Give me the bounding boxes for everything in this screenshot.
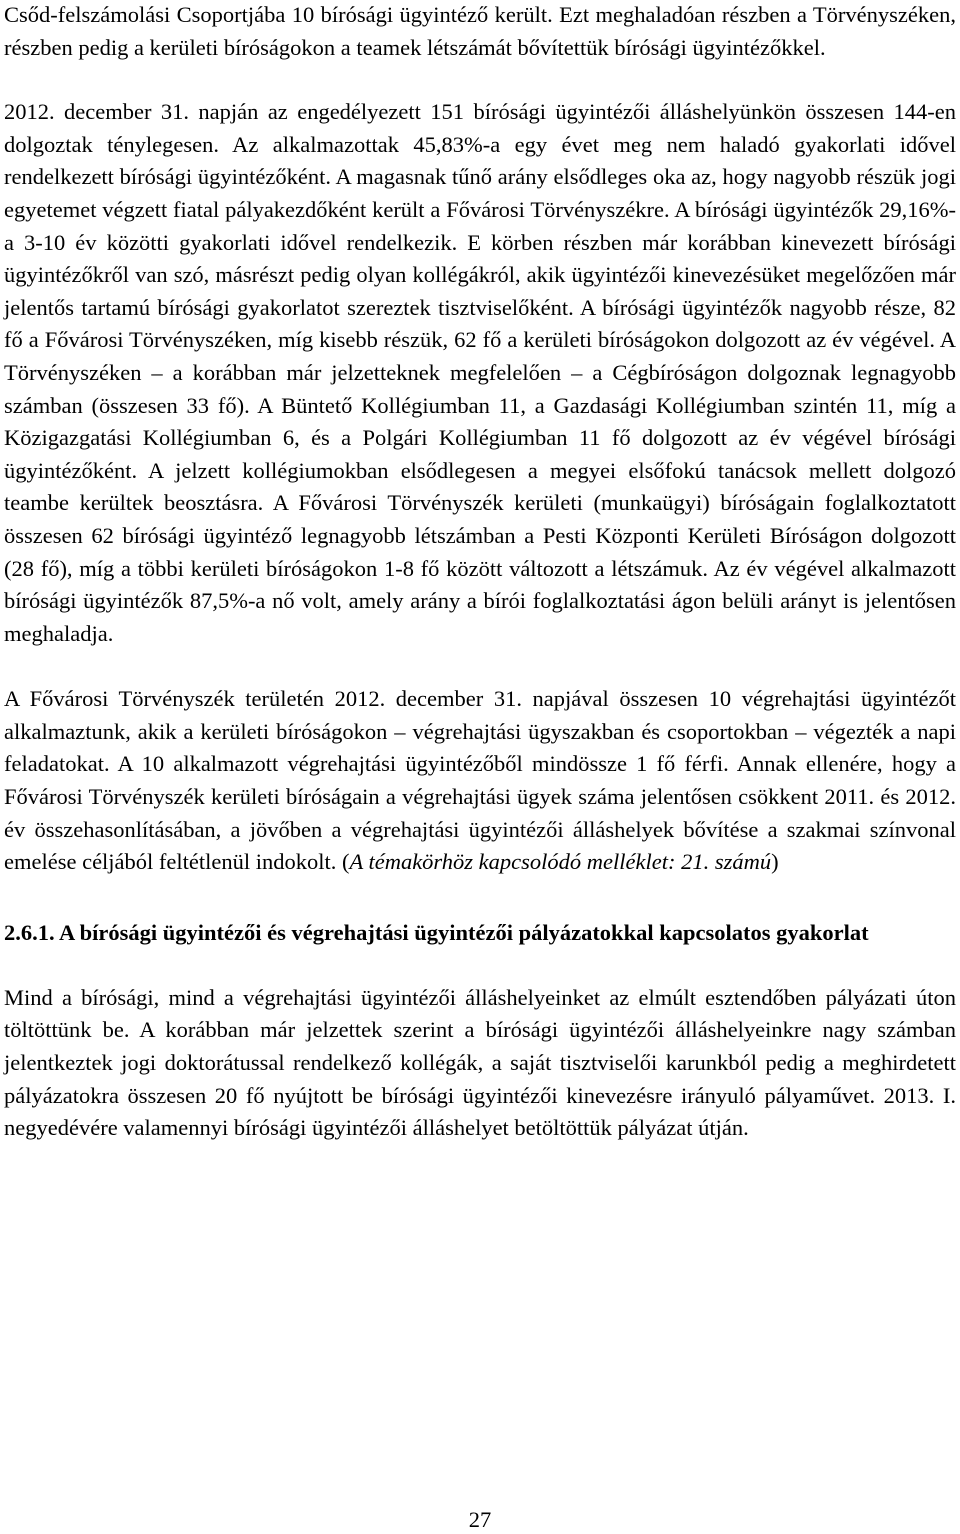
paragraph-1: Csőd-felszámolási Csoportjába 10 bírósági ügyintéző került. Ezt meghaladóan részben a Törvényszéken, részben pedig a kerületi bíróságokon a teamek létszámát bővítettük bírósági ügyintézőkkel. [4,2,956,60]
paragraph-3-text: A Fővárosi Törvényszék területén 2012. december 31. napjával összesen 10 végrehajtási ügyintézőt alkalmaztunk, akik a kerületi bíróságokon – végrehajtási ügyszakban és csoportokban – végezték a napi feladatokat. A 10 alkalmazott végrehajtási ügyintézőből mindössze 1 fő férfi. Annak ellenére, hogy a Fővárosi Törvényszék kerületi bíróságain a végrehajtási ügyek száma jelentősen csökkent 2011. és 2012. év összehasonlításában, a jövőben a végrehajtási ügyintézői álláshelyek bővítése a szakmai színvonal emelése céljából feltétlenül indokolt. ( [4,686,956,875]
section-heading: 2.6.1. A bírósági ügyintézői és végrehajtási ügyintézői pályázatokkal kapcsolatos gyakorlat [4,919,869,945]
page-number: 27 [468,1507,492,1532]
paragraph-3-tail: ) [771,849,779,875]
paragraph-4: Mind a bírósági, mind a végrehajtási ügyintézői álláshelyeinket az elmúlt esztendőben pályázati úton töltöttünk be. A korábban már jelzettek szerint a bírósági ügyintézői álláshelyeinkre nagy számban jelentkeztek jogi doktorátussal rendelkező kollégák, a saját tisztviselői karunkból pedig a meghirdetett pályázatokra összesen 20 fő nyújtott be bírósági ügyintézői kinevezésre irányuló pályaművet. 2013. I. negyedévére valamennyi bírósági ügyintézői álláshelyet betöltöttük pályázat útján. [4,984,956,1141]
document-page [4,0,956,1145]
paragraph-3 [4,683,956,879]
paragraph-2: 2012. december 31. napján az engedélyezett 151 bírósági ügyintézői álláshelyünkön összesen 144-en dolgoztak ténylegesen. Az alkalmazottak 45,83%-a egy évet meg nem haladó gyakorlati idővel rendelkezett bírósági ügyintézőként. A magasnak tűnő arány elsődleges oka az, hogy nagyobb részük jogi egyetemet végzett fiatal pályakezdőként került a Fővárosi Törvényszékre. A bírósági ügyintézők 29,16%-a 3-10 év közötti gyakorlati idővel rendelkezik. E körben részben már korábban kinevezett bírósági ügyintézőkről van szó, másrészt pedig olyan kollégákról, akik ügyintézői kinevezésüket megelőzően már jelentős tartamú bírósági gyakorlatot szereztek tisztviselőként. A bírósági ügyintézők nagyobb része, 82 fő a Fővárosi Törvényszéken, míg kisebb részük, 62 fő a kerületi bíróságokon dolgozott az év végével. A Törvényszéken – a korábban már jelzetteknek megfelelően – a Cégbíróságon dolgoznak legnagyobb számban (összesen 33 fő). A Büntető Kollégiumban 11, a Gazdasági Kollégiumban szintén 11, míg a Közigazgatási Kollégiumban 6, és a Polgári Kollégiumban 11 fő dolgozott az év végével bírósági ügyintézőként. A jelzett kollégiumokban elsődlegesen a megyei elsőfokú tanácsok mellett dolgozó teambe kerültek beosztásra. A Fővárosi Törvényszék kerületi (munkaügyi) bíróságain foglalkoztatott összesen 62 bírósági ügyintéző legnagyobb létszámban a Pesti Központi Kerületi Bíróságon dolgozott (28 fő), míg a többi kerületi bíróságokon 1-8 fő között változott a létszámuk. Az év végével alkalmazott bírósági ügyintézők 87,5%-a nő volt, amely arány a bírói foglalkoztatási ágon belüli arányt is jelentősen meghaladja. [4,99,956,646]
annex-reference: A témakörhöz kapcsolódó melléklet: 21. számú [349,849,772,875]
